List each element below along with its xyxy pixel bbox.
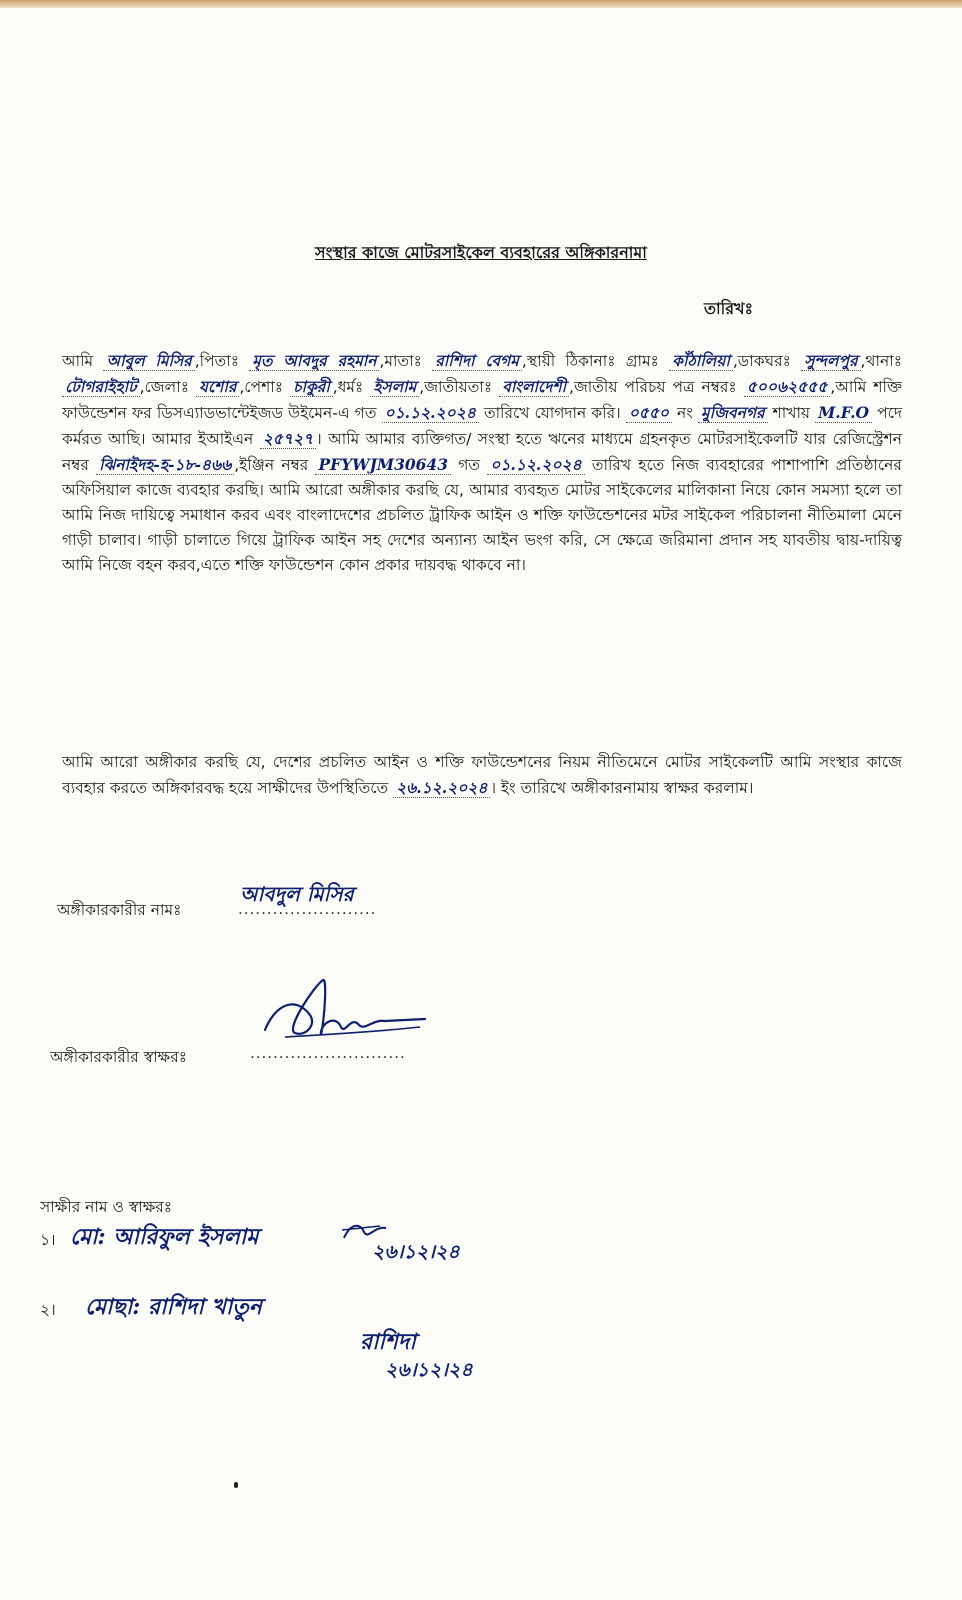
- declaration-paragraph-2: আমি আরো অঙ্গীকার করছি যে, দেশের প্রচলিত আইন ও শক্তি ফাউন্ডেশনের নিয়ম নীতিমেনে মোটর সাইকেলটি আমি সংস্থার কাজে ব্যবহার করতে অঙ্গিকারবদ্ধ হয়ে সাক্ষীদের উপস্থিতিতে ২৬.১২.২০২৪ । ইং তারিখে অঙ্গীকারনামায় স্বাক্ষর করলাম।: [62, 753, 902, 797]
- witness-label: সাক্ষীর নাম ও স্বাক্ষরঃ: [40, 1198, 173, 1216]
- filled-profession: চাকুরী: [290, 377, 333, 397]
- filled-since-date: ০১.১২.২০২৪: [487, 455, 584, 475]
- filled-nid: ৫০০৬২৫৫৫: [744, 377, 831, 397]
- filled-name: আবুল মিসির: [103, 351, 194, 371]
- filled-join-date: ০১.১২.২০২৪: [382, 403, 479, 423]
- filled-mother: রাশিদা বেগম: [432, 351, 522, 371]
- filled-thana: টোগরাইহাট: [62, 377, 140, 397]
- filled-nationality: বাংলাদেশী: [499, 377, 569, 397]
- filled-sign-date: ২৬.১২.২০২৪: [393, 778, 490, 798]
- witness-1-name: মো: আরিফুল ইসলাম: [70, 1224, 259, 1250]
- ink-speck: [234, 1482, 238, 1488]
- filled-branch-name: মুজিবনগর: [698, 403, 767, 423]
- pledger-signature-dots: ...........................: [250, 1044, 406, 1062]
- filled-registration-number: ঝিনাইদহ-হ-১৮-৪৬৬: [96, 455, 234, 475]
- declaration-paragraph-1: আমি আবুল মিসির ,পিতাঃ মৃত আবদুর রহমান ,মাতাঃ রাশিদা বেগম ,স্থায়ী ঠিকানাঃ গ্রামঃ কাঁঠালিয়া ,ডাকঘরঃ সুন্দলপুর ,থানাঃ টোগরাইহাট ,জেলাঃ যশোর ,পেশাঃ চাকুরী ,ধর্মঃ ইসলাম ,জাতীয়তাঃ বাংলাদেশী ,জাতীয় পরিচয় পত্র নম্বরঃ ৫০০৬২৫৫৫ ,আমি শক্তি ফাউন্ডেশন ফর ডিসএ্যাডভান্টেইজড উইমেন-এ গত ০১.১২.২০২৪ তারিখে যোগদান করি। ০৫৫০ নং মুজিবনগর শাখায় M.F.O পদে কর্মরত আছি। আমার ইআইএন ২৫৭২৭ । আমি আমার ব্যক্তিগত/ সংস্থা হতে ঋনের মাধ্যমে গ্রহনকৃত মোটরসাইকেলটি যার রেজিস্ট্রেশন নম্বর ঝিনাইদহ-হ-১৮-৪৬৬ ,ইঞ্জিন নম্বর PFYWJM30643 গত ০১.১২.২০২৪ তারিখ হতে নিজ ব্যবহারের পাশাপাশি প্রতিষ্ঠানের অফিসিয়াল কাজে ব্যবহার করছি। আমি আরো অঙ্গীকার করছি যে, আমার ব্যবহৃত মোটর সাইকেলের মালিকানা নিয়ে কোন সমস্যা হলে তা আমি নিজ দায়িত্বে সমাধান করব এবং বাংলাদেশের প্রচলিত ট্রাফিক আইন ও শক্তি ফাউন্ডেশনের মটর সাইকেল পরিচালনা নীতিমালা মেনে গাড়ী চালাব। গাড়ী চালাতে গিয়ে ট্রাফিক আইন সহ দেশের অন্যান্য আইন ভংগ করি, সে ক্ষেত্রে জরিমানা প্রদান সহ যাবতীয় দ্বায়-দায়িত্ব আমি নিজে বহন করব,এতে শক্তি ফাউন্ডেশন কোন প্রকার দায়বদ্ধ থাকবে না।: [62, 351, 903, 574]
- pledger-signature-image: [255, 975, 435, 1055]
- filled-branch-code: ০৫৫০: [626, 403, 672, 423]
- filled-engine-number: PFYWJM30643: [315, 455, 451, 475]
- witness-1-index: ১।: [40, 1231, 56, 1249]
- witness-2-date: ২৬।১২।২৪: [385, 1359, 473, 1381]
- witness-2-index: ২।: [40, 1301, 56, 1319]
- filled-district: যশোর: [196, 377, 239, 397]
- filled-ein: ২৫৭২৭: [260, 429, 316, 449]
- witness-2-name: মোছা: রাশিদা খাতুন: [85, 1294, 262, 1320]
- paper-edge: [0, 0, 962, 8]
- filled-post: সুন্দলপুর: [801, 351, 860, 371]
- filled-village: কাঁঠালিয়া: [669, 351, 733, 371]
- pledger-signature-label: অঙ্গীকারকারীর স্বাক্ষরঃ: [50, 1048, 188, 1066]
- witness-2-signature: রাশিদা: [360, 1329, 416, 1355]
- filled-father: মৃত আবদুর রহমান: [249, 351, 379, 371]
- pledger-name-label: অঙ্গীকারকারীর নামঃ: [57, 901, 182, 919]
- date-label: তারিখঃ: [704, 299, 754, 318]
- pledger-name-dots: ........................: [238, 900, 377, 918]
- filled-religion: ইসলাম: [370, 377, 419, 397]
- document-title: সংস্থার কাজে মোটরসাইকেল ব্যবহারের অঙ্গিকারনামা: [315, 243, 647, 262]
- filled-designation: M.F.O: [815, 403, 872, 423]
- pledger-name-handwritten: আবদুল মিসির: [240, 882, 354, 906]
- witness-1-date: ২৬।১২।২৪: [372, 1241, 460, 1263]
